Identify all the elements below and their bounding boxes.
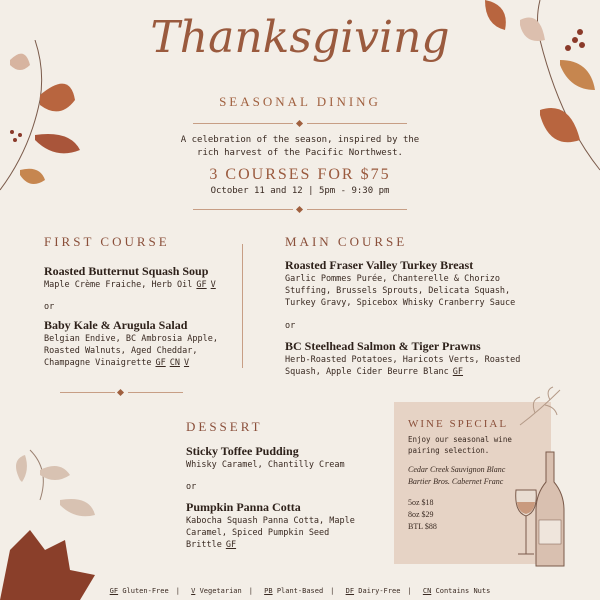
header-divider-2-right [307,209,407,210]
branch-sprig-icon [515,385,565,430]
header-divider-left [193,123,293,124]
header-divider-2-left [193,209,293,210]
first-course-dish-1 [44,264,244,291]
or-divider: or [285,321,296,331]
main-course-dish-2 [285,339,585,378]
header-divider-2-diamond [296,206,303,213]
page-subtitle: SEASONAL DINING [219,94,381,109]
dish-description: Belgian Endive, BC Ambrosia Apple, Roasted Walnuts, Aged Cheddar, Champagne Vinaigrette GF CN V [44,334,218,368]
dish-description: Garlic Pommes Purée, Chanterelle & Chorizo Stuffing, Brussels Sprouts, Delicata Squash, Turkey Gravy, Spicebox Whisky Cranberry Sauce [285,274,516,308]
tag-cn: CN [169,358,180,368]
tag-v: V [210,280,216,290]
dish-name: Roasted Fraser Valley Turkey Breast [285,258,474,272]
dish-name: Roasted Butternut Squash Soup [44,264,209,278]
dietary-legend: GF Gluten-Free | V Vegetarian | PB Plant-Based | DF Dairy-Free | CN Contains Nuts [109,587,491,595]
legend-gf: GF Gluten-Free [109,587,169,595]
main-course-heading: MAIN COURSE [285,234,408,249]
wine-prices: 5oz $18 8oz $29 BTL $88 [408,498,437,531]
dessert-dish-2 [186,500,386,551]
main-course-dish-1 [285,258,585,309]
dessert-heading: DESSERT [186,419,263,434]
header-divider-right [307,123,407,124]
dessert-dish-1 [186,444,386,471]
or-divider: or [44,302,55,312]
dish-name: BC Steelhead Salmon & Tiger Prawns [285,339,481,353]
tag-gf: GF [452,367,464,377]
dish-name: Baby Kale & Arugula Salad [44,318,188,332]
tag-gf: GF [155,358,166,368]
dish-name: Sticky Toffee Pudding [186,444,299,458]
tag-v: V [183,358,190,368]
wine-special-intro: Enjoy our seasonal wine pairing selection. [408,435,512,455]
maple-leaf-bottom-left-icon [0,440,110,600]
wine-special-heading: WINE SPECIAL [408,418,509,430]
legend-pb: PB Plant-Based [264,587,324,595]
first-course-dish-2 [44,318,244,369]
legend-df: DF Dairy-Free [345,587,401,595]
dish-description: Whisky Caramel, Chantilly Cream [186,460,345,470]
legend-cn: CN Contains Nuts [422,587,491,595]
intro-text: A celebration of the season, inspired by the rich harvest of the Pacific Northwest. [180,135,420,158]
middle-divider-diamond [117,389,124,396]
page-title: Thanksgiving [150,12,450,63]
dish-description: Maple Crème Fraiche, Herb Oil GF V [44,280,216,290]
or-divider: or [186,482,197,492]
event-dates: October 11 and 12 | 5pm - 9:30 pm [210,186,390,196]
tag-gf: GF [225,540,237,550]
dish-description: Herb-Roasted Potatoes, Haricots Verts, Roasted Squash, Apple Cider Beurre Blanc GF [285,355,521,377]
tag-gf: GF [196,280,207,290]
legend-v: V Vegetarian [191,587,242,595]
wine-bottle-glass-icon [512,450,572,570]
courses-price: 3 COURSES FOR $75 [209,166,391,183]
middle-divider-right [128,392,183,393]
dish-name: Pumpkin Panna Cotta [186,500,301,514]
dish-description: Kabocha Squash Panna Cotta, Maple Caramel, Spiced Pumpkin Seed Brittle GF [186,516,355,550]
column-divider [242,244,243,368]
wine-list: Cedar Creek Sauvignon Blanc Bartier Bros. Cabernet Franc [408,465,506,486]
header-divider-diamond [296,120,303,127]
first-course-heading: FIRST COURSE [44,234,170,249]
middle-divider-left [60,392,115,393]
